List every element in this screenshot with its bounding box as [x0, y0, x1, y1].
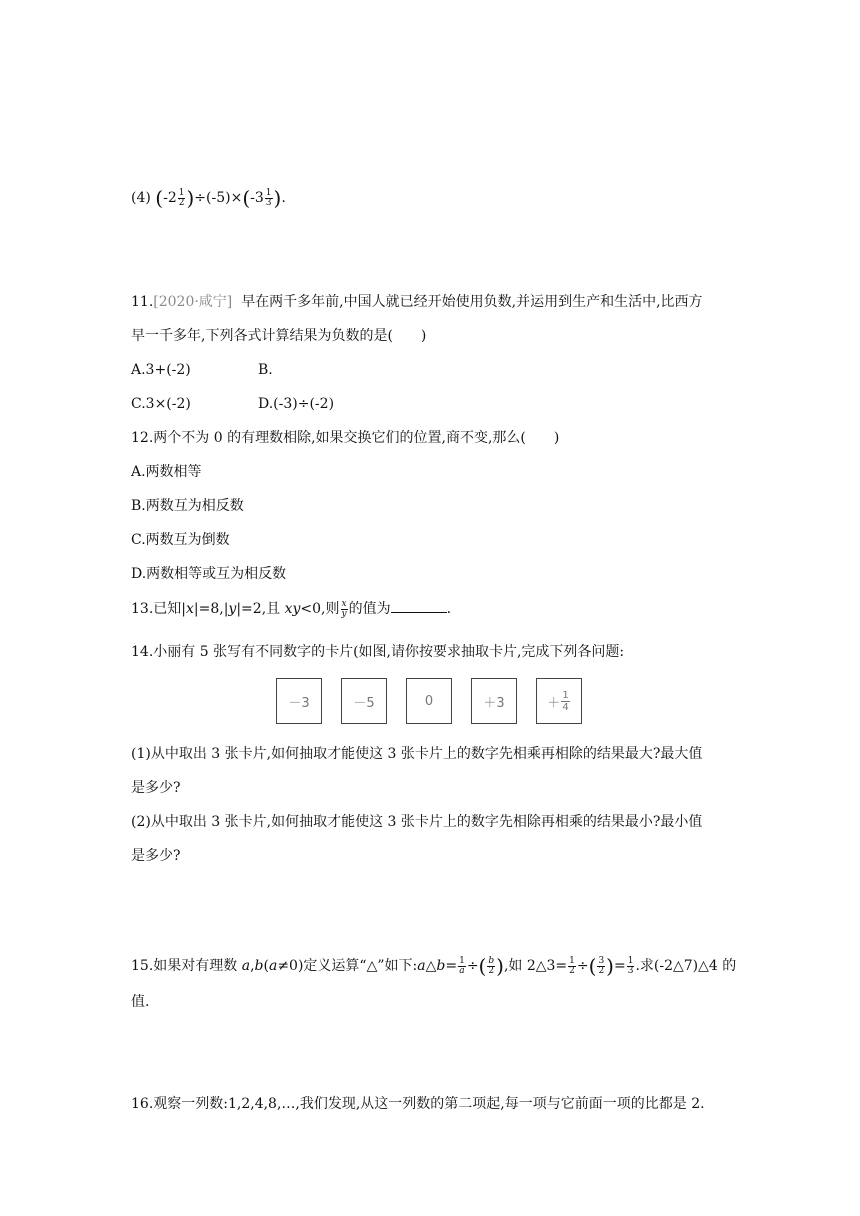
numerator: b	[488, 955, 495, 966]
text: ÷	[576, 958, 589, 974]
card-sign: ＋	[547, 695, 561, 711]
left-paren: (	[155, 186, 164, 210]
card	[341, 678, 387, 724]
numerator: 3	[598, 955, 605, 966]
option-a	[131, 462, 202, 482]
text: =	[445, 958, 458, 974]
option-text: B.	[258, 362, 273, 378]
numerator: 1	[627, 955, 634, 966]
left-paren: (	[588, 954, 597, 978]
text: 的值为	[348, 601, 391, 617]
card-value: 0	[424, 693, 434, 709]
card-value: ＋3	[483, 695, 505, 711]
mixed-number-whole: -3	[250, 190, 264, 206]
question-10-part-4	[131, 188, 286, 208]
question-14	[131, 642, 624, 662]
fraction	[341, 600, 348, 619]
denominator: a	[459, 965, 465, 976]
option-d	[131, 564, 286, 584]
text: .求(-2△7)△4 的	[635, 958, 737, 974]
fraction	[265, 189, 273, 208]
question-16	[131, 1094, 705, 1114]
question-text: 16.观察一列数:1,2,4,8,…,我们发现,从这一列数的第二项起,每一项与它前面一项的比都是 2.	[131, 1096, 705, 1112]
right-paren: )	[606, 954, 614, 978]
option-text: D.(-3)÷(-2)	[258, 396, 335, 412]
card-value: －3	[288, 695, 310, 711]
question-text: 是多少?	[131, 780, 181, 796]
source-tag: [2020·咸宁]	[153, 294, 233, 310]
option-text: C.两数互为倒数	[131, 532, 230, 548]
period: .	[281, 190, 286, 206]
option-b	[258, 360, 273, 380]
operator: △	[425, 958, 437, 974]
question-13	[131, 598, 451, 619]
variable: b	[254, 958, 264, 974]
right-paren: )	[496, 954, 504, 978]
variable: a	[417, 958, 426, 974]
card	[276, 678, 322, 724]
numerator: 1	[178, 187, 185, 198]
text: =	[613, 958, 626, 974]
question-12	[131, 428, 559, 448]
text: ,	[250, 958, 255, 974]
fraction	[561, 690, 569, 713]
denominator: 3	[265, 197, 272, 208]
option-text: A.3+(-2)	[131, 362, 191, 378]
card	[406, 678, 452, 724]
question-11-line-2	[131, 326, 426, 346]
card	[471, 678, 517, 724]
left-paren: (	[478, 954, 487, 978]
period: .	[446, 601, 452, 617]
denominator: 2	[569, 965, 575, 976]
option-c	[131, 394, 191, 414]
denominator: 2	[488, 965, 495, 976]
text: |=2,且	[236, 601, 285, 617]
text: ≠0)定义运算“△”如下:	[277, 958, 418, 974]
denominator: 3	[627, 965, 634, 976]
question-14-part-1-line-2	[131, 778, 181, 798]
fraction	[458, 957, 466, 976]
text: ÷	[466, 958, 479, 974]
left-paren: (	[242, 186, 251, 210]
option-text: A.两数相等	[131, 464, 202, 480]
option-a	[131, 360, 191, 380]
question-11-line-1	[131, 292, 703, 312]
question-14-part-2-line-1	[131, 812, 702, 832]
part-label: (4)	[131, 190, 151, 206]
option-text: D.两数相等或互为相反数	[131, 566, 287, 582]
fraction	[597, 957, 605, 976]
variable: x	[185, 601, 194, 617]
option-c	[131, 530, 230, 550]
text: 15.如果对有理数	[131, 958, 242, 974]
question-number: 11.	[131, 294, 154, 310]
question-text: 早在两千多年前,中国人就已经开始使用负数,并运用到生产和生活中,比西方	[241, 294, 703, 310]
numerator: 1	[562, 689, 569, 701]
question-text: (2)从中取出 3 张卡片,如何抽取才能使这 3 张卡片上的数字先相除再相乘的结果最小?最小值	[131, 814, 703, 830]
card	[536, 678, 582, 724]
fraction	[568, 957, 576, 976]
numerator: 1	[459, 955, 465, 966]
card-value: －5	[353, 695, 375, 711]
variable: y	[228, 601, 237, 617]
text: ,如 2△3=	[503, 958, 568, 974]
operator-text: ÷(-5)×	[194, 190, 243, 206]
fraction	[178, 189, 186, 208]
variable: xy	[284, 601, 301, 617]
numerator: x	[341, 598, 347, 609]
numerator: 1	[265, 187, 272, 198]
mixed-number-whole: -2	[163, 190, 177, 206]
question-15-line-1	[131, 956, 736, 976]
text: (	[263, 958, 269, 974]
option-b	[131, 496, 244, 516]
denominator: 2	[598, 965, 605, 976]
question-text: 12.两个不为 0 的有理数相除,如果交换它们的位置,商不变,那么( )	[131, 430, 560, 446]
answer-blank[interactable]	[391, 598, 447, 613]
variable: a	[241, 958, 251, 974]
variable: a	[268, 958, 278, 974]
right-paren: )	[186, 186, 195, 210]
question-14-part-1-line-1	[131, 744, 702, 764]
fraction	[627, 957, 635, 976]
text: <0,则	[300, 601, 340, 617]
right-paren: )	[273, 186, 282, 210]
option-d	[258, 394, 334, 414]
question-text: 14.小丽有 5 张写有不同数字的卡片(如图,请你按要求抽取卡片,完成下列各问题:	[131, 644, 625, 660]
option-text: B.两数互为相反数	[131, 498, 244, 514]
denominator: y	[341, 608, 347, 619]
question-text: 值.	[131, 994, 150, 1010]
question-text: 是多少?	[131, 848, 181, 864]
fraction	[487, 957, 495, 976]
denominator: 4	[562, 701, 569, 713]
numerator: 1	[569, 955, 575, 966]
variable: b	[436, 958, 446, 974]
option-text: C.3×(-2)	[131, 396, 191, 412]
question-14-part-2-line-2	[131, 846, 181, 866]
question-text: (1)从中取出 3 张卡片,如何抽取才能使这 3 张卡片上的数字先相乘再相除的结果最大?最大值	[131, 746, 703, 762]
denominator: 2	[178, 197, 185, 208]
text: 13.已知|	[131, 601, 186, 617]
question-15-line-2	[131, 992, 149, 1012]
question-text: 早一千多年,下列各式计算结果为负数的是( )	[131, 328, 427, 344]
text: |=8,|	[193, 601, 229, 617]
